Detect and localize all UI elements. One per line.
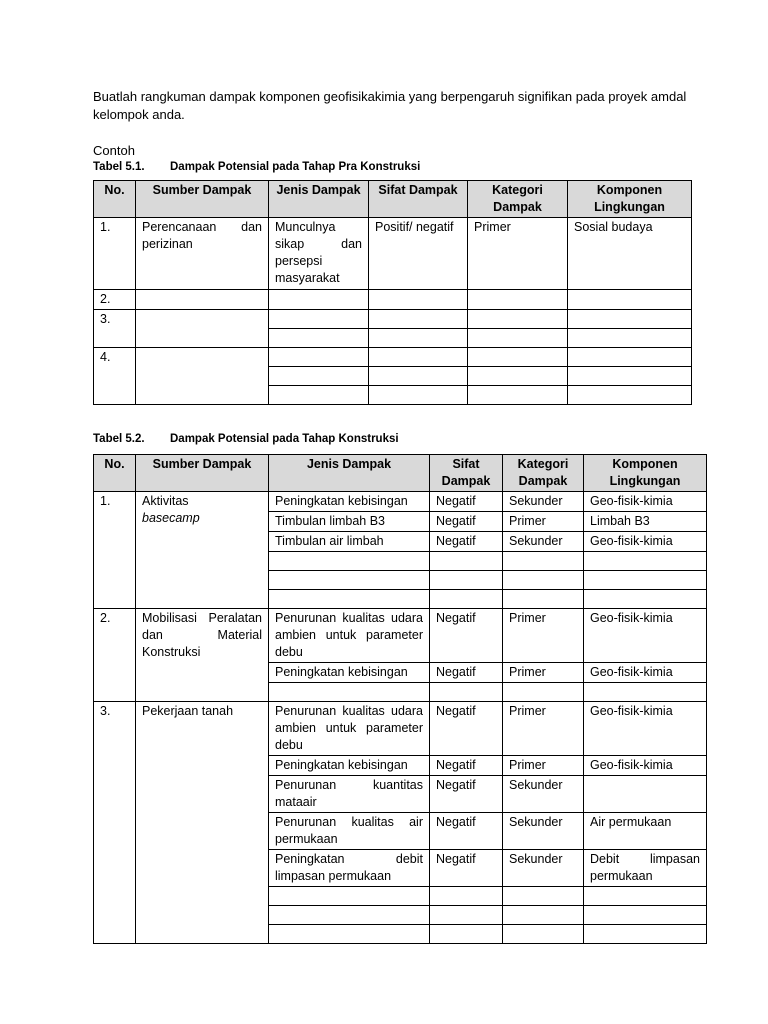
header-komponen-lingkungan: Komponen Lingkungan (584, 455, 707, 492)
cell-no: 1. (94, 218, 136, 290)
table-row (94, 702, 707, 756)
cell-komponen: Geo-fisik-kimia (584, 492, 707, 512)
cell-sifat: Negatif (430, 776, 503, 813)
table-header-row (94, 455, 707, 492)
cell-no: 3. (94, 702, 136, 944)
document-page (93, 88, 705, 944)
cell-kategori: Primer (468, 218, 568, 290)
cell-sumber (136, 492, 269, 609)
table-row (94, 310, 692, 329)
cell-sifat: Negatif (430, 813, 503, 850)
header-sifat-dampak: Sifat Dampak (430, 455, 503, 492)
cell-jenis: Penurunan kualitas air permukaan (269, 813, 430, 850)
cell-sifat: Positif/ negatif (369, 218, 468, 290)
cell-sumber: Pekerjaan tanah (136, 702, 269, 944)
cell-kategori: Sekunder (503, 776, 584, 813)
cell-kategori: Primer (503, 663, 584, 683)
cell-kategori: Sekunder (503, 492, 584, 512)
cell-kategori: Primer (503, 512, 584, 532)
cell-komponen: Limbah B3 (584, 512, 707, 532)
header-jenis-dampak: Jenis Dampak (269, 181, 369, 218)
cell-no: 1. (94, 492, 136, 609)
cell-jenis: Peningkatan kebisingan (269, 756, 430, 776)
table-row (94, 218, 692, 290)
cell-sifat: Negatif (430, 532, 503, 552)
instruction-text: Buatlah rangkuman dampak komponen geofisikakimia yang berpengaruh signifikan pada proyek amdal kelompok anda. (93, 89, 687, 122)
cell-jenis: Peningkatan kebisingan (269, 663, 430, 683)
header-no: No. (94, 455, 136, 492)
table1-caption-title: Dampak Potensial pada Tahap Pra Konstruksi (170, 161, 421, 173)
header-jenis-dampak: Jenis Dampak (269, 455, 430, 492)
table1-caption (93, 159, 705, 176)
table-pra-konstruksi (93, 180, 692, 405)
cell-komponen: Debit limpasan permukaan (584, 850, 707, 887)
header-sifat-dampak: Sifat Dampak (369, 181, 468, 218)
header-kategori-dampak: Kategori Dampak (468, 181, 568, 218)
cell-komponen: Air permukaan (584, 813, 707, 850)
cell-kategori: Primer (503, 609, 584, 663)
cell-jenis: Penurunan kualitas udara ambien untuk parameter debu (269, 609, 430, 663)
cell-sifat: Negatif (430, 663, 503, 683)
cell-kategori: Sekunder (503, 850, 584, 887)
cell-no: 3. (94, 310, 136, 348)
cell-jenis: Timbulan limbah B3 (269, 512, 430, 532)
cell-kategori: Primer (503, 702, 584, 756)
cell-jenis: Penurunan kualitas udara ambien untuk parameter debu (269, 702, 430, 756)
header-kategori-dampak: Kategori Dampak (503, 455, 584, 492)
header-no: No. (94, 181, 136, 218)
cell-komponen: Geo-fisik-kimia (584, 702, 707, 756)
cell-jenis: Penurunan kuantitas mataair (269, 776, 430, 813)
table-konstruksi (93, 454, 707, 944)
cell-komponen (584, 776, 707, 813)
table-row (94, 348, 692, 367)
table-row (94, 492, 707, 512)
cell-sifat: Negatif (430, 512, 503, 532)
cell-komponen: Sosial budaya (568, 218, 692, 290)
cell-komponen: Geo-fisik-kimia (584, 609, 707, 663)
cell-sumber: Perencanaan dan perizinan (136, 218, 269, 290)
cell-jenis: Peningkatan kebisingan (269, 492, 430, 512)
table2-caption-title: Dampak Potensial pada Tahap Konstruksi (170, 433, 399, 445)
cell-sifat: Negatif (430, 609, 503, 663)
cell-sifat: Negatif (430, 702, 503, 756)
table-row (94, 290, 692, 310)
table-row (94, 609, 707, 663)
cell-jenis: Peningkatan debit limpasan permukaan (269, 850, 430, 887)
cell-sumber-line1: Aktivitas (142, 494, 189, 508)
header-komponen-lingkungan: Komponen Lingkungan (568, 181, 692, 218)
cell-komponen: Geo-fisik-kimia (584, 532, 707, 552)
cell-no: 2. (94, 609, 136, 702)
cell-kategori: Sekunder (503, 532, 584, 552)
table1-caption-number: Tabel 5.1. (93, 161, 145, 173)
cell-kategori: Sekunder (503, 813, 584, 850)
cell-kategori: Primer (503, 756, 584, 776)
cell-sumber-line2: basecamp (142, 511, 200, 525)
cell-sifat: Negatif (430, 492, 503, 512)
cell-no: 2. (94, 290, 136, 310)
cell-jenis: Timbulan air limbah (269, 532, 430, 552)
cell-komponen: Geo-fisik-kimia (584, 756, 707, 776)
table-header-row (94, 181, 692, 218)
cell-sifat: Negatif (430, 756, 503, 776)
cell-no: 4. (94, 348, 136, 405)
header-sumber-dampak: Sumber Dampak (136, 455, 269, 492)
cell-sifat: Negatif (430, 850, 503, 887)
table2-caption (93, 431, 705, 448)
cell-sumber: Mobilisasi Peralatan dan Material Konstruksi (136, 609, 269, 702)
cell-komponen: Geo-fisik-kimia (584, 663, 707, 683)
example-label: Contoh (93, 143, 135, 158)
header-sumber-dampak: Sumber Dampak (136, 181, 269, 218)
table2-caption-number: Tabel 5.2. (93, 433, 145, 445)
cell-jenis: Munculnya sikap dan persepsi masyarakat (269, 218, 369, 290)
